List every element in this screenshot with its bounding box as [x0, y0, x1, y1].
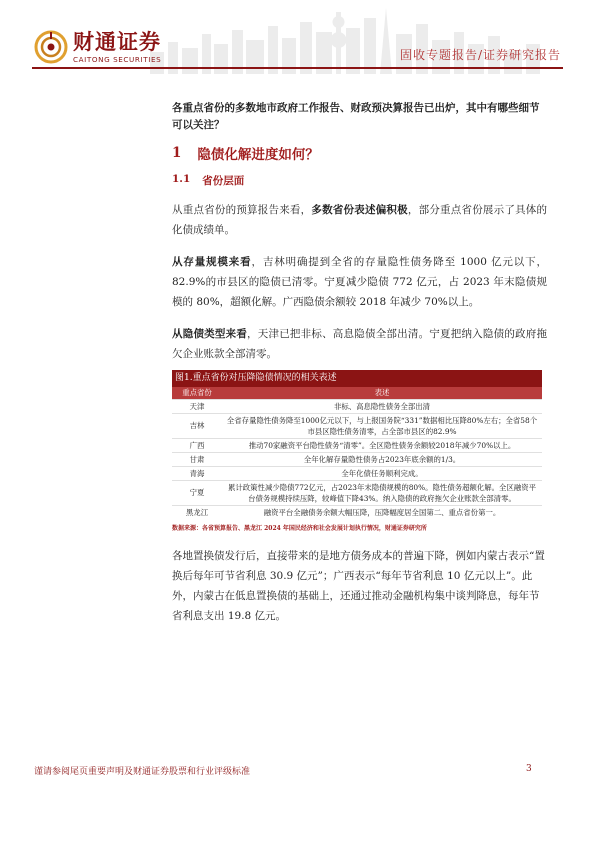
table-row: [172, 438, 542, 452]
header-divider: [32, 67, 563, 69]
statement-cell: 非标、高息隐性债务全部出清: [222, 399, 542, 413]
section-title: 隐债化解进度如何？: [197, 147, 319, 163]
province-cell: 广西: [172, 438, 222, 452]
statement-cell: 累计政策性减少隐债772亿元，占2023年末隐债规模的80%。隐性债务超额化解。全区融资平台债务规模持续压降，较峰值下降43%。纳入隐债的政府拖欠企业账款全部清零。: [222, 480, 542, 505]
city-skyline-watermark: [150, 4, 545, 84]
debt-reduction-table: [172, 387, 542, 519]
statement-cell: 全省存量隐性债务降至1000亿元以下，与上报国务院“331”数据相比压降80%左右；全省58个市县区隐性债务清零，占全部市县区的82.9%: [222, 413, 542, 438]
section-heading: [172, 143, 547, 163]
statement-cell: 融资平台全融债务余额大幅压降，压降幅度居全国第二、重点省份第一。: [222, 505, 542, 519]
paragraph-refinancing-savings: 各地置换债发行后，直接带来的是地方债务成本的普遍下降，例如内蒙古表示“置换后每年可节省利息 30.9 亿元”；广西表示“每年节省利息 10 亿元以上”。此外，内蒙古在低息置换债的基础上，还通过推动金融机构集中谈判降息，每年节省利息支出 19.8 亿元。: [172, 549, 545, 622]
logo-english-name: CAITONG SECURITIES: [73, 54, 162, 64]
paragraph-stock-scale: 从存量规模来看，吉林明确提到全省的存量隐性债务降至 1000 亿元以下，82.9%的市县区的隐债已清零。宁夏减少隐债 772 亿元，占 2023 年末隐债规模的 80%，超额化解。广西隐债余额较 2018 年减少 70%以上。: [172, 256, 548, 308]
column-header-statement: 表述: [222, 387, 542, 399]
table-row: [172, 480, 542, 505]
statement-cell: 推动70家融资平台隐性债务“清零”。全区隐性债务余额较2018年减少70%以上。: [222, 438, 542, 452]
table-row: [172, 413, 542, 438]
lead-question: 各重点省份的多数地市政府工作报告、财政预决算报告已出炉，其中有哪些细节可以关注？: [172, 102, 540, 131]
province-cell: 黑龙江: [172, 505, 222, 519]
main-content: [172, 100, 547, 626]
footer-disclaimer: 谨请参阅尾页重要声明及财通证券股票和行业评级标准: [34, 767, 251, 777]
table-row: [172, 466, 542, 480]
statement-cell: 全年化解存量隐性债务占2023年底余额的1/3。: [222, 452, 542, 466]
paragraph-budget-overview: 从重点省份的预算报告来看，多数省份表述偏积极，部分重点省份展示了具体的化债成绩单。: [172, 204, 548, 236]
province-cell: 吉林: [172, 413, 222, 438]
table-row: [172, 399, 542, 413]
province-cell: 宁夏: [172, 480, 222, 505]
statement-cell: 全年化债任务顺利完成。: [222, 466, 542, 480]
page-header: [0, 0, 595, 90]
table-row: [172, 505, 542, 519]
subsection-title: 省份层面: [202, 175, 245, 187]
logo-chinese-name: 财通证券: [73, 29, 161, 54]
province-cell: 天津: [172, 399, 222, 413]
report-type-label: 固收专题报告/证券研究报告: [399, 48, 561, 62]
subsection-number: 1.1: [172, 173, 191, 185]
province-cell: 青海: [172, 466, 222, 480]
table-row: [172, 452, 542, 466]
table-header-row: [172, 387, 542, 399]
paragraph-debt-type: 从隐债类型来看，天津已把非标、高息隐债全部出清。宁夏把纳入隐债的政府拖欠企业账款全部清零。: [172, 328, 548, 360]
province-cell: 甘肃: [172, 452, 222, 466]
figure-title: 图1.重点省份对压降隐债情况的相关表述: [172, 370, 542, 387]
column-header-province: 重点省份: [172, 387, 222, 399]
page-number: 3: [526, 764, 532, 774]
company-logo: [34, 30, 161, 64]
figure-source-note: 数据来源：各省预算报告、黑龙江 2024 年国民经济和社会发展计划执行情况，财通证券研究所: [172, 524, 427, 532]
caitong-logo-icon: [34, 30, 68, 64]
subsection-heading: [172, 173, 547, 188]
section-number: 1: [172, 145, 182, 161]
